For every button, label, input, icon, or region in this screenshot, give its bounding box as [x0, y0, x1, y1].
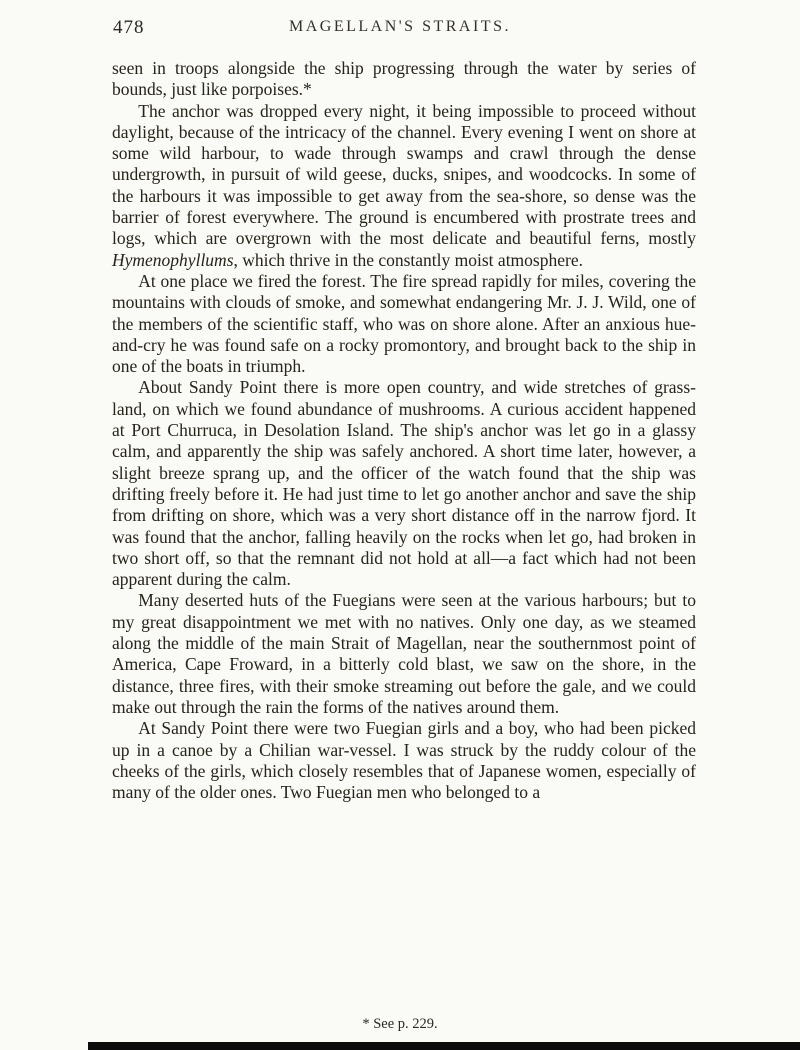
scan-edge-artifact: [88, 1042, 800, 1050]
paragraph-fired-forest: At one place we fired the forest. The fire spread rapidly for miles, covering the mountains with clouds of smoke, and somewhat endangering Mr. J. J. Wild, one of the members of the scientific staff, who was on shore alone. After an anxious hue-and-cry he was found safe on a rocky promontory, and brought back to the ship in one of the boats in triumph.: [112, 270, 696, 377]
italic-species-term: Hymenophyllums: [112, 249, 234, 270]
paragraph-text: , which thrive in the constantly moist atmosphere.: [233, 249, 583, 270]
paragraph-text: The anchor was dropped every night, it being impossible to proceed without daylight, because of the intricacy of the channel. Every evening I went on shore at some wild harbour, to wade through swamps and crawl through the dense undergrowth, in pursuit of wild geese, ducks, snipes, and woodcocks. In some of the harbours it was impossible to get away from the sea-shore, so dense was the barrier of forest everywhere. The ground is encumbered with prostrate trees and logs, which are overgrown with the most delicate and beautiful ferns, mostly: [112, 100, 696, 249]
footnote: * See p. 229.: [362, 1016, 438, 1032]
page-body: [112, 58, 696, 803]
paragraph-fuegian-girls: At Sandy Point there were two Fuegian girls and a boy, who had been picked up in a canoe by a Chilian war-vessel. I was struck by the ruddy colour of the cheeks of the girls, which closely resembles that of Japanese women, especially of many of the older ones. Two Fuegian men who belonged to a: [112, 718, 696, 803]
running-head-title: MAGELLAN'S STRAITS.: [289, 18, 511, 35]
paragraph-continuation: seen in troops alongside the ship progressing through the water by series of bounds, just like porpoises.*: [112, 58, 696, 100]
paragraph-deserted-huts: Many deserted huts of the Fuegians were seen at the various harbours; but to my great disappointment we met with no natives. Only one day, as we steamed along the middle of the main Strait of Magellan, near the southernmost point of America, Cape Froward, in a bitterly cold blast, we saw on the shore, in the distance, three fires, with their smoke streaming out before the gale, and we could make out through the rain the forms of the natives around them.: [112, 590, 696, 717]
page-header: [0, 14, 800, 44]
paragraph-anchor-dropped: [112, 101, 696, 271]
page-number: 478: [113, 17, 145, 38]
paragraph-sandy-point-accident: About Sandy Point there is more open country, and wide stretches of grass-land, on which we found abundance of mushrooms. A curious accident happened at Port Churruca, in Desolation Island. The ship's anchor was let go in a glassy calm, and apparently the ship was safely anchored. A short time later, however, a slight breeze sprang up, and the officer of the watch found that the ship was drifting freely before it. He had just time to let go another anchor and save the ship from drifting on shore, which was a very short distance off in the narrow fjord. It was found that the anchor, falling heavily on the rocks when let go, had broken in two short off, so that the remnant did not hold at all—a fact which had not been apparent during the calm.: [112, 377, 696, 590]
